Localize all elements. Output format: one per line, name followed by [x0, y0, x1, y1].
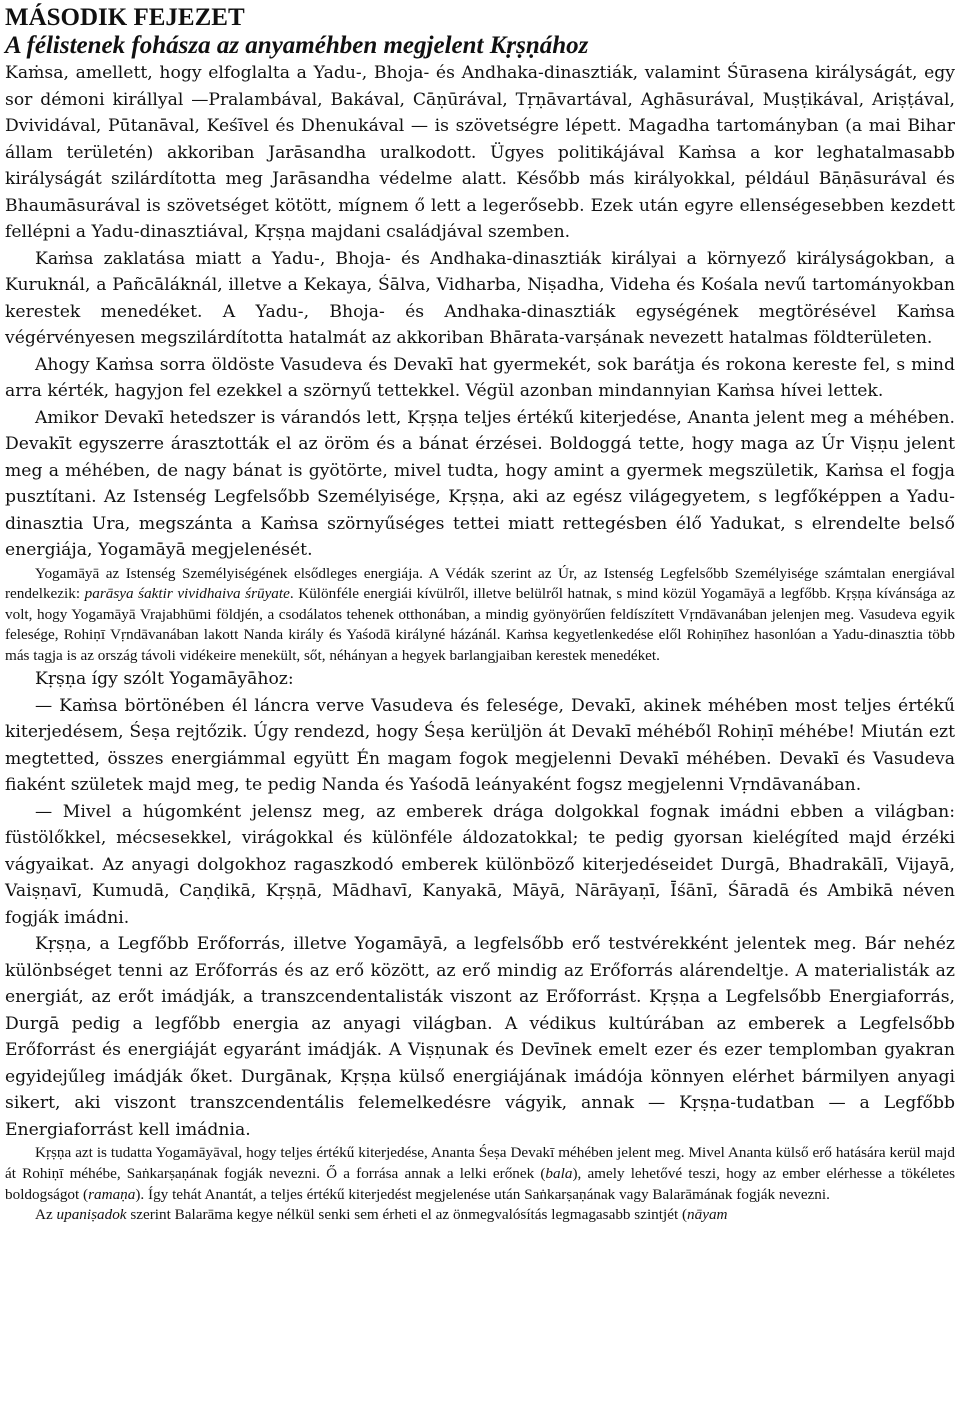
purport-text: ), amely lehetővé teszi, hogy az ember elérhesse a tökéletes boldogságot (: [5, 1165, 955, 1203]
purport-text: Yogamāyā az Istenség Személyiségének elsődleges energiája. A Védák szerint az Úr, az Istenség Legfelsőbb Személyisége számtalan energiával rendelkezik:: [5, 564, 955, 603]
book-page: [0, 4, 960, 1423]
sanskrit-quote: parāsya śaktir vividhaiva śrūyate: [84, 585, 290, 603]
paragraph-refugees: Kaṁsa zaklatása miatt a Yadu-, Bhoja- és Andhaka-dinasztiák királyai a környező királyságokban, a Kuruknál, a Pañcāláknál, illetve a Kekaya, Śālva, Vidharba, Niṣadha, Videha és Kośala nevű tartományokban kerestek menedéket. A Yadu-, Bhoja- és Andhaka-dinasztiák egységének megtörésével Kaṁsa végérvényesen megszilárdította hatalmát az akkoriban Bhārata-varṣának nevezett hatalmas földterületen.: [5, 248, 955, 348]
chapter-subtitle: A félistenek fohásza az anyaméhben megjelent Kṛṣṇához: [5, 32, 589, 59]
paragraph-seventh-pregnancy: Amikor Devakī hetedszer is várandós lett, Kṛṣṇa teljes értékű kiterjedése, Ananta jelent meg a méhében. Devakīt egyszerre árasztották el az öröm és a bánat érzései. Boldoggá tette, hogy maga az Úr Viṣṇu jelent meg a méhében, de nagy bánat is gyötörte, mivel tudta, hogy amint a gyermek megszületik, Kaṁsa el fogja pusztítani. Az Istenség Legfelsőbb Személyisége, Kṛṣṇa, aki az egész világegyetem, s legfőképpen a Yadu-dinasztia Ura, megszánta a Kaṁsa szörnyűséges tettei miatt rettegésben élő Yadukat, s elrendelte belső energiája, Yogamāyā megjelenését.: [5, 407, 955, 560]
paragraph-alliances: Kaṁsa, amellett, hogy elfoglalta a Yadu-, Bhoja- és Andhaka-dinasztiák, valamint Śūrasena királyságát, egy sor démoni királlyal —Pralambával, Bakával, Cāṇūrával, Tṛṇāvartával, Aghāsurával, Muṣṭikával, Ariṣṭával, Dvividával, Pūtanāval, Keśīvel és Dhenukával — is szövetségre lépett. Magadha tartományban (a mai Bihar állam területén) akkoriban Jarāsandha uralkodott. Ügyes politikájával Kaṁsa a kor leghatalmasabb királyságát szilárdította meg Jarāsandha védelme alatt. Később más királyokkal, például Bāṇāsurával és Bhaumāsurával is szövetséget kötött, mígnem ő lett a legerősebb. Ezek után egyre ellenségesebben kezdett fellépni a Yadu-dinasztiával, Kṛṣṇa majdani családjával szemben.: [5, 63, 955, 242]
purport-sankarsana: [5, 1143, 955, 1205]
dialogue-paragraph-2: — Mivel a húgomként jelensz meg, az emberek drága dolgokkal fognak imádni ebben a világban: füstölőkkel, mécsesekkel, virágokkal és különféle áldozatokkal; te pedig gyorsan kielégíted majd érzéki vágyaikat. Az anyagi dolgokhoz ragaszkodó emberek különböző kiterjedéseidet Durgā, Bhadrakālī, Vijayā, Vaiṣṇavī, Kumudā, Caṇḍikā, Kṛṣṇā, Mādhavī, Kanyakā, Māyā, Nārāyaṇī, Īśānī, Śāradā és Ambikā néven fogják imádni.: [5, 801, 955, 928]
krsna-spoke-line: Kṛṣṇa így szólt Yogamāyāhoz:: [35, 669, 294, 690]
purport-text: szerint Balarāma kegye nélkül senki sem érheti el az önmegvalósítás legmagasabb szintjét (: [126, 1206, 688, 1224]
sanskrit-term: nāyam: [687, 1206, 728, 1224]
purport-text: Kṛṣṇa azt is tudatta Yogamāyāval, hogy teljes értékű kiterjedése, Ananta Śeṣa Devakī méhében jelent meg. Mivel Ananta külső erő hatására kerül majd át Rohiṇī méhébe, Saṅkarṣaṇának fogják nevezni. Ő a forrása annak a lelki erőnek (: [5, 1144, 955, 1183]
sanskrit-term: ramaṇa: [88, 1185, 136, 1203]
sanskrit-term: upaniṣadok: [56, 1206, 127, 1224]
purport-text: ). Így tehát Anantát, a teljes értékű kiterjedést megjelenése után Saṅkarṣaṇának vagy Balarāmának fogják nevezni.: [135, 1185, 830, 1203]
purport-upanisads: [5, 1205, 955, 1226]
purport-yogamaya: [5, 564, 955, 667]
sanskrit-term: bala: [545, 1165, 573, 1183]
dialogue-paragraph-1: — Kaṁsa börtönében él láncra verve Vasudeva és felesége, Devakī, akinek méhében most teljes értékű kiterjedésem, Śeṣa rejtőzik. Úgy rendezd, hogy Śeṣa kerüljön át Devakī méhéből Rohiṇī méhébe! Miután ezt megtetted, összes energiámmal együtt Én magam fogok megjelenni Devakī méhében. Devakī és Vasudeva fiaként születek majd meg, te pedig Nanda és Yaśodā leányaként fogsz megjelenni Vṛndāvanában.: [5, 695, 955, 796]
paragraph-energy-source: Kṛṣṇa, a Legfőbb Erőforrás, illetve Yogamāyā, a legfelsőbb erő testvérekként jelentek meg. Bár nehéz különbséget tenni az Erőforrás és az erő között, az erő mindig az Erőforrás alárendeltje. A materialisták az energiát, az erőt imádják, a transzcendentalisták viszont az Erőforrást. Kṛṣṇa a Legfelsőbb Energiaforrás, Durgā pedig a legfőbb energia az anyagi világban. A védikus kultúrában az emberek a Legfelsőbb Erőforrást és energiáját egyaránt imádják. A Viṣṇunak és Devīnek emelt ezer és ezer templomban gyakran egyidejűleg imádják őket. Durgānak, Kṛṣṇa külső energiájának imádója könnyen elérhet bármilyen anyagi sikert, aki viszont transzcendentális felemelkedésre vágyik, annak — Kṛṣṇa-tudatban — a Legfőbb Energiaforrást kell imádnia.: [5, 934, 955, 1140]
purport-text: Az: [35, 1206, 57, 1224]
paragraph-friends: Ahogy Kaṁsa sorra öldöste Vasudeva és Devakī hat gyermekét, sok barátja és rokona kereste fel, s mind arra kérték, hagyjon fel ezekkel a szörnyű tettekkel. Végül azonban mindannyian Kaṁsa hívei lettek.: [5, 354, 955, 401]
purport-text: . Különféle energiái kívülről, illetve belülről hatnak, s mind közül Yogamāyā a legfőbb. Kṛṣṇa kívánsága az volt, hogy Yogamāyā Vrajabhūmi földjén, a csodálatos tehenek otthonában, a mindig gyönyörűen feldíszített Vṛndāvanában jelenjen meg. Vasudeva egyik felesége, Rohiṇī Vṛndāvanában lakott Nanda király és Yaśodā királyné házánál. Kaṁsa kegyetlenkedése elől Rohiṇīhez hasonlóan a Yadu-dinasztia több más tagja is az ország távoli vidékeire menekült, sőt, néhányan a hegyek barlangjaiban kerestek menedéket.: [5, 585, 955, 664]
chapter-title: MÁSODIK FEJEZET: [5, 4, 245, 31]
